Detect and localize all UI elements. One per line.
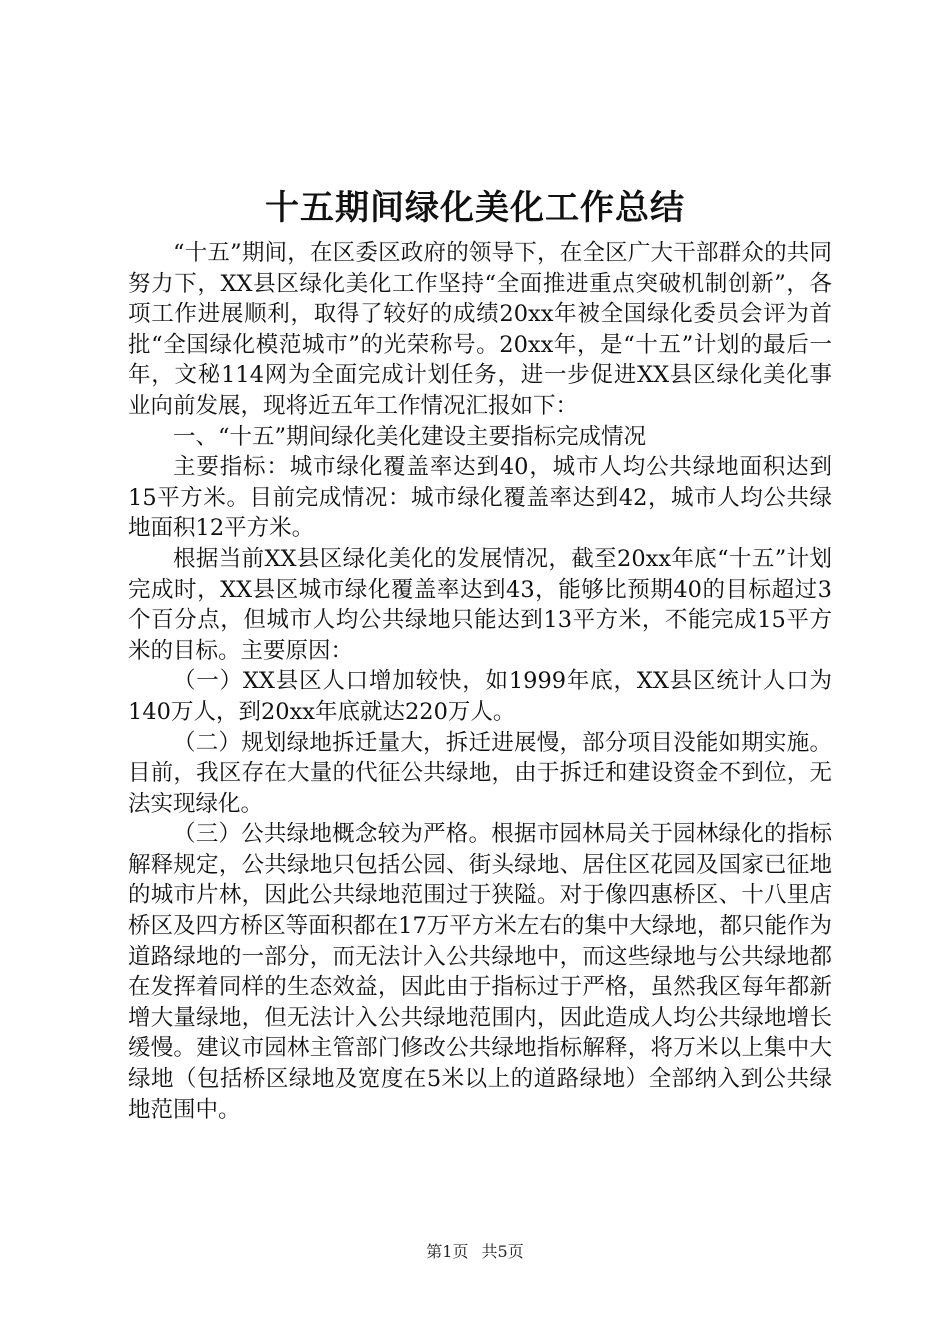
document-body bbox=[128, 238, 832, 1125]
document-title: 十五期间绿化美化工作总结 bbox=[265, 188, 685, 228]
paragraph-intro: “十五”期间，在区委区政府的领导下，在全区广大干部群众的共同努力下，XX县区绿化美化工作坚持“全面推进重点突破机制创新”，各项工作进展顺利，取得了较好的成绩20xx年被全国绿化委员会评为首批“全国绿化模范城市”的光荣称号。20xx年，是“十五”计划的最后一年，文秘114网为全面完成计划任务，进一步促进XX县区绿化美化事业向前发展，现将近五年工作情况汇报如下： bbox=[128, 240, 832, 419]
paragraph-current-status: 根据当前XX县区绿化美化的发展情况，截至20xx年底“十五”计划完成时，XX县区城市绿化覆盖率达到43，能够比预期40的目标超过3个百分点，但城市人均公共绿地只能达到13平方米，不能完成15平方米的目标。主要原因： bbox=[128, 545, 832, 664]
paragraph-main-indicators: 主要指标：城市绿化覆盖率达到40，城市人均公共绿地面积达到15平方米。目前完成情况：城市绿化覆盖率达到42，城市人均公共绿地面积12平方米。 bbox=[128, 454, 832, 542]
section-heading-1: 一、“十五”期间绿化美化建设主要指标完成情况 bbox=[173, 423, 647, 450]
paragraph-reason-3: （三）公共绿地概念较为严格。根据市园林局关于园林绿化的指标解释规定，公共绿地只包括公园、街头绿地、居住区花园及国家已征地的城市片林，因此公共绿地范围过于狭隘。对于像四惠桥区、十八里店桥区及四方桥区等面积都在17万平方米左右的集中大绿地，都只能作为道路绿地的一部分，而无法计入公共绿地中，而这些绿地与公共绿地都在发挥着同样的生态效益，因此由于指标过于严格，虽然我区每年都新增大量绿地，但无法计入公共绿地范围内，因此造成人均公共绿地增长缓慢。建议市园林主管部门修改公共绿地指标解释，将万米以上集中大绿地（包括桥区绿地及宽度在5米以上的道路绿地）全部纳入到公共绿地范围中。 bbox=[128, 821, 832, 1123]
paragraph-reason-2: （二）规划绿地拆迁量大，拆迁进展慢，部分项目没能如期实施。目前，我区存在大量的代征公共绿地，由于拆迁和建设资金不到位，无法实现绿化。 bbox=[128, 729, 832, 817]
page-total: 共5页 bbox=[481, 1242, 524, 1261]
paragraph-reason-1: （一）XX县区人口增加较快，如1999年底，XX县区统计人口为140万人，到20xx年底就达220万人。 bbox=[128, 668, 832, 725]
page-number: 第1页 bbox=[426, 1242, 469, 1261]
page-footer bbox=[0, 1240, 950, 1264]
